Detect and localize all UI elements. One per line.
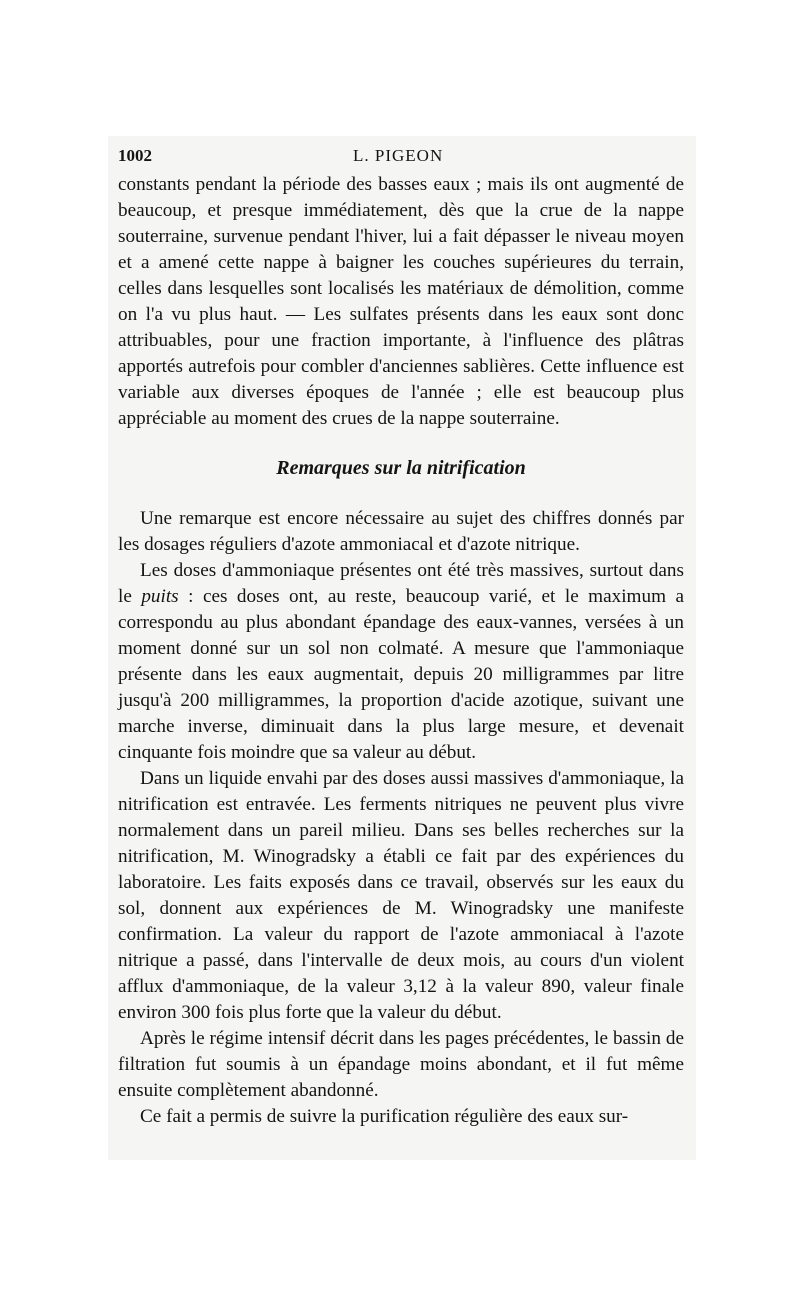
paragraph-nitrification: Dans un liquide envahi par des doses aussi massives d'ammoniaque, la nitrification est entravée. Les ferments nitriques ne peuvent plus vivre normalement dans un pareil milieu. Dans ses belles recherches sur la nitrification, M. Winogradsky a établi ce fait par des expériences du laboratoire. Les faits exposés dans ce travail, observés sur les eaux du sol, donnent aux expériences de M. Winogradsky une manifeste confirmation. La valeur du rapport de l'azote ammoniacal à l'azote nitrique a passé, dans l'intervalle de deux mois, au cours d'un violent afflux d'ammoniaque, de la valeur 3,12 à la valeur 890, valeur finale environ 300 fois plus forte que la valeur du début. [118, 768, 684, 1023]
paragraph-remarque: Une remarque est encore nécessaire au sujet des chiffres donnés par les dosages réguliers d'azote ammoniacal et d'azote nitrique. [118, 508, 684, 555]
paragraph-doses-start: Les doses d'ammoniaque présentes ont été très massives, surtout dans le [118, 560, 684, 607]
body-text [118, 172, 684, 1130]
paragraph-doses [118, 558, 684, 766]
section-heading: Remarques sur la nitrification [276, 457, 526, 479]
paragraph-doses-end: : ces doses ont, au reste, beaucoup varié, et le maximum a correspondu au plus abondant épandage des eaux-vannes, versées à un moment donné sur un sol non colmaté. A mesure que l'ammoniaque présente dans les eaux augmentait, depuis 20 milligrammes par litre jusqu'à 200 milligrammes, la proportion d'acide azotique, suivant une marche inverse, diminuait dans la plus large mesure, et devenait cinquante fois moindre que sa valeur au début. [118, 586, 684, 763]
paragraph-continued: constants pendant la période des basses eaux ; mais ils ont augmenté de beaucoup, et presque immédiatement, dès que la crue de la nappe souterraine, survenue pendant l'hiver, lui a fait dépasser le niveau moyen et a amené cette nappe à baigner les couches supérieures du terrain, celles dans lesquelles sont localisés les matériaux de démolition, comme on l'a vu plus haut. — Les sulfates présents dans les eaux sont donc attribuables, pour une fraction importante, à l'influence des plâtras apportés autrefois pour combler d'anciennes sablières. Cette influence est variable aux diverses époques de l'année ; elle est beaucoup plus appréciable au moment des crues de la nappe souterraine. [118, 174, 684, 429]
page-number: 1002 [118, 146, 152, 165]
paragraph-regime: Après le régime intensif décrit dans les pages précédentes, le bassin de filtration fut soumis à un épandage moins abondant, et il fut même ensuite complètement abandonné. [118, 1028, 684, 1101]
emphasis-puits: puits [141, 586, 179, 607]
running-title: L. PIGEON [353, 146, 444, 165]
running-header [118, 146, 692, 170]
paragraph-purification: Ce fait a permis de suivre la purification régulière des eaux sur- [140, 1106, 629, 1127]
